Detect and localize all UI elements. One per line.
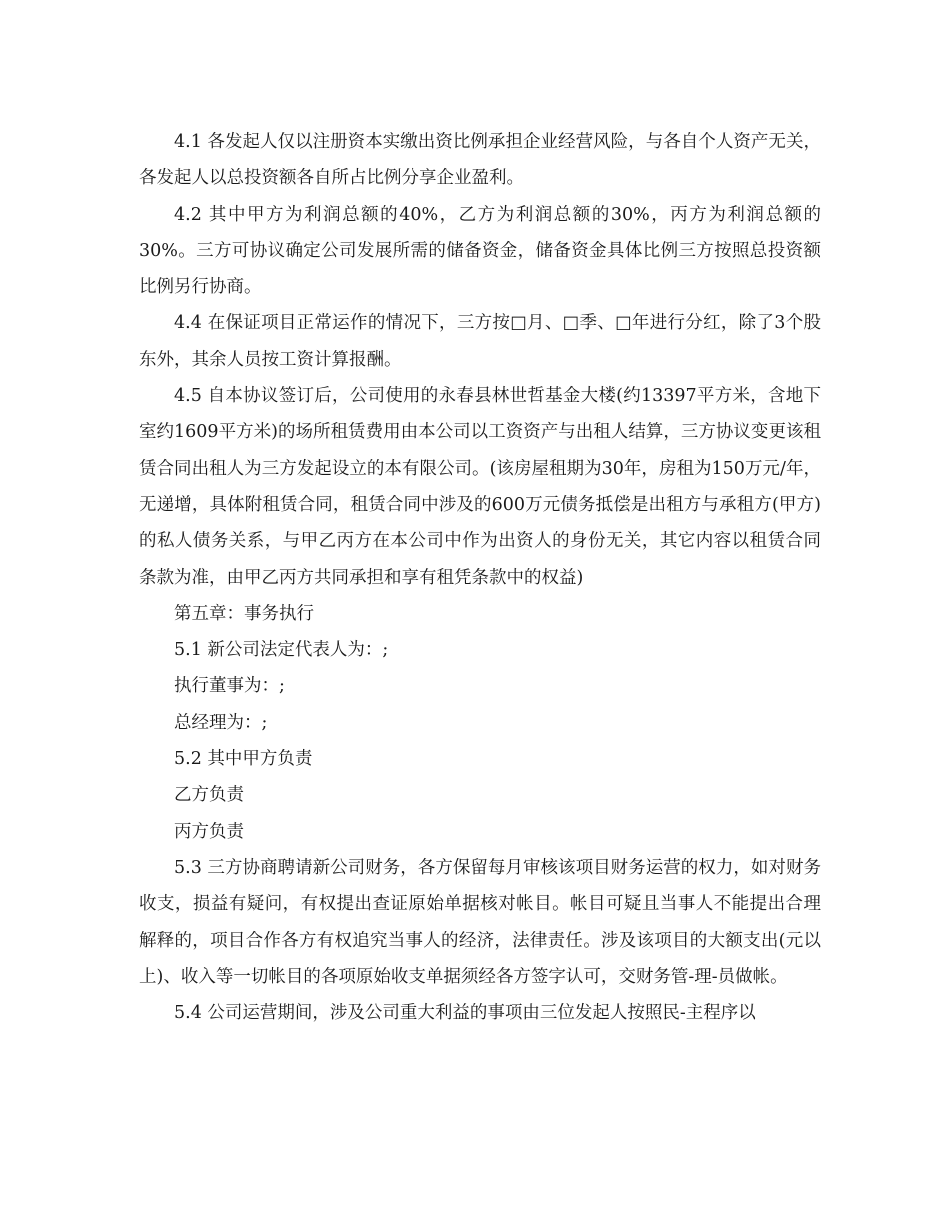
clause-4-2: 4.2 其中甲方为利润总额的40%，乙方为利润总额的30%，丙方为利润总额的30%。三方可协议确定公司发展所需的储备资金，储备资金具体比例三方按照总投资额比例另行协商。 (139, 204, 821, 298)
clause-5-2: 5.2 其中甲方负责 (174, 749, 313, 770)
clause-5-3: 5.3 三方协商聘请新公司财务，各方保留每月审核该项目财务运营的权力，如对财务收支，损益有疑问，有权提出查证原始单据核对帐目。帐目可疑且当事人不能提出合理解释的，项目合作各方有权追究当事人的经济，法律责任。涉及该项目的大额支出(元以上)、收入等一切帐目的各项原始收支单据须经各方签字认可，交财务管-理-员做帐。 (139, 857, 821, 987)
document-body (139, 124, 821, 1031)
clause-4-4: 4.4 在保证项目正常运作的情况下，三方按□月、□季、□年进行分红，除了3个股东外，其余人员按工资计算报酬。 (139, 313, 821, 370)
clause-4-5: 4.5 自本协议签订后，公司使用的永春县林世哲基金大楼(约13397平方米，含地下室约1609平方米)的场所租赁费用由本公司以工资资产与出租人结算，三方协议变更该租赁合同出租人为三方发起设立的本有限公司。(该房屋租期为30年，房租为150万元/年，无递增，具体附租赁合同，租赁合同中涉及的600万元债务抵偿是出租方与承租方(甲方)的私人债务关系，与甲乙丙方在本公司中作为出资人的身份无关，其它内容以租赁合同条款为准，由甲乙丙方共同承担和享有租凭条款中的权益) (139, 386, 821, 588)
clause-5-1: 5.1 新公司法定代表人为：; (174, 640, 389, 661)
general-manager-line: 总经理为：; (174, 712, 268, 733)
party-b-responsibility-line: 乙方负责 (174, 785, 244, 806)
clause-5-4: 5.4 公司运营期间，涉及公司重大利益的事项由三位发起人按照民-主程序以 (174, 1003, 756, 1024)
clause-4-1: 4.1 各发起人仅以注册资本实缴出资比例承担企业经营风险，与各自个人资产无关，各发起人以总投资额各自所占比例分享企业盈利。 (139, 132, 821, 189)
executive-director-line: 执行董事为：; (174, 676, 285, 697)
chapter-5-heading: 第五章：事务执行 (174, 603, 314, 624)
party-c-responsibility-line: 丙方负责 (174, 821, 244, 842)
